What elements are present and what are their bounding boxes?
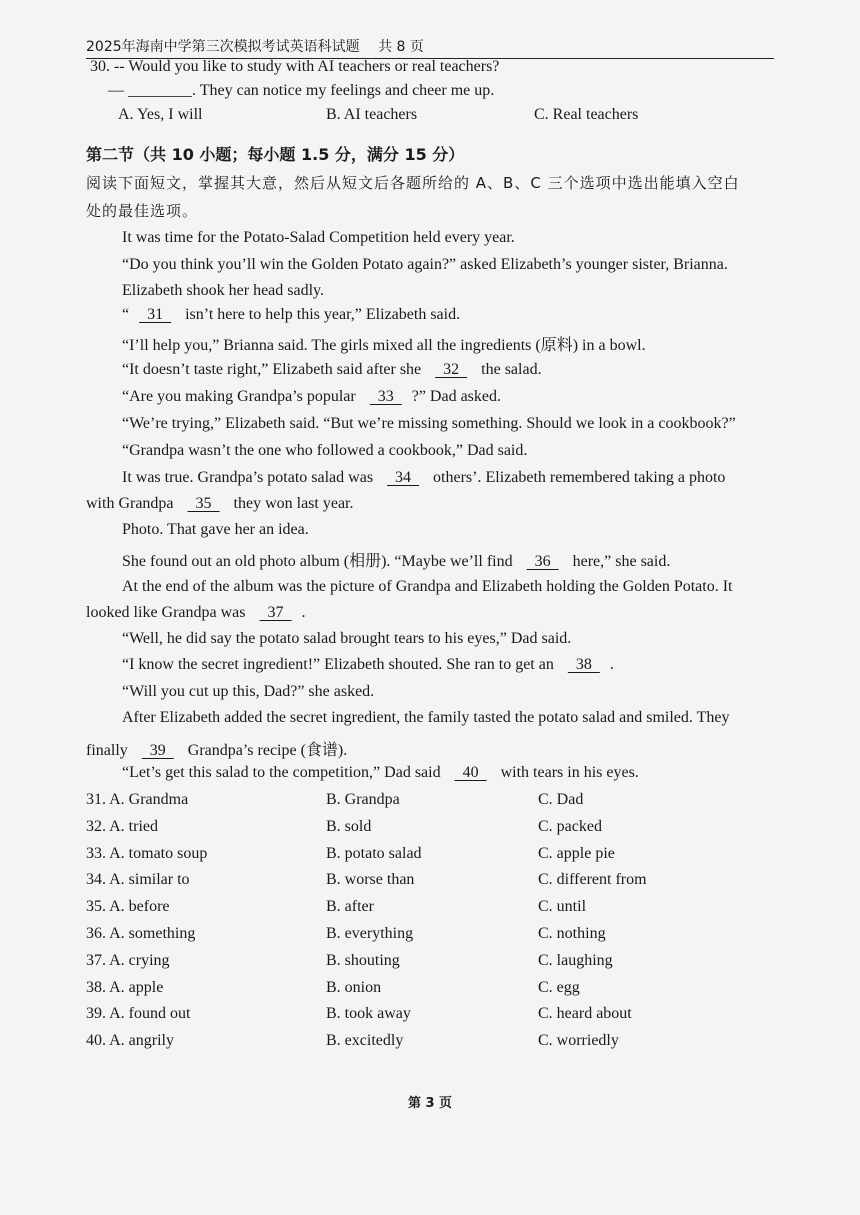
passage-line <box>122 282 324 300</box>
option-37-b: B. shouting <box>326 951 400 969</box>
passage-text: the salad. <box>477 361 542 378</box>
q30-option-c: C. Real teachers <box>534 106 639 123</box>
option-32-b: B. sold <box>326 817 372 835</box>
passage-text: “Are you making Grandpa’s popular <box>122 388 360 405</box>
passage-line <box>122 229 515 247</box>
passage-text: . <box>301 604 306 621</box>
blank-40: 40 <box>454 764 487 781</box>
option-31-b: B. Grandpa <box>326 791 400 808</box>
passage-line <box>122 388 501 406</box>
blank-37: 37 <box>259 604 292 621</box>
q30-option-a: A. Yes, I will <box>118 106 203 123</box>
passage-text: “It doesn’t taste right,” Elizabeth said after she <box>122 361 426 378</box>
exam-title: 2025年海南中学第三次模拟考试英语科试题 <box>86 39 360 55</box>
option-40-c: C. worriedly <box>538 1032 619 1050</box>
passage-text: isn’t here to help this year,” Elizabeth said. <box>181 306 461 323</box>
option-32-a: 32. A. tried <box>86 817 158 835</box>
option-36-c: C. nothing <box>538 925 606 942</box>
passage-text: She found out an old photo album (相册). “Maybe we’ll find <box>122 553 517 570</box>
passage-text: “Will you cut up this, Dad?” she asked. <box>122 683 375 700</box>
passage-text: finally <box>86 742 132 759</box>
passage-line <box>122 332 646 355</box>
instruction-line-2: 处的最佳选项。 <box>86 202 199 220</box>
passage-text: It was true. Grandpa’s potato salad was <box>122 469 378 486</box>
passage-text: Elizabeth shook her head sadly. <box>122 282 325 299</box>
page-header <box>86 36 774 59</box>
option-31-c: C. Dad <box>538 791 584 808</box>
option-32-c: C. packed <box>538 817 602 835</box>
option-36-a: 36. A. something <box>86 925 196 942</box>
passage-line <box>122 361 542 379</box>
option-37-c: C. laughing <box>538 951 613 969</box>
answer-text: . They can notice my feelings and cheer me up. <box>192 82 495 99</box>
option-39-c: C. heard about <box>538 1005 632 1023</box>
passage-line <box>86 495 354 513</box>
passage-text: with tears in his eyes. <box>496 764 639 781</box>
passage-line <box>122 256 728 274</box>
passage-text: “Grandpa wasn’t the one who followed a cookbook,” Dad said. <box>122 442 528 459</box>
passage-text: “I’ll help you,” Brianna said. The girls mixed all the ingredients (原料) in a bowl. <box>122 337 646 354</box>
passage-line <box>122 548 670 571</box>
question-30: 30. -- Would you like to study with AI teachers or real teachers? <box>90 58 500 75</box>
passage-text: “Well, he did say the potato salad brought tears to his eyes,” Dad said. <box>122 630 572 647</box>
passage-text: . <box>609 656 614 673</box>
page-count: 共 8 页 <box>378 39 424 55</box>
passage-line <box>122 521 309 539</box>
passage-text: “Do you think you’ll win the Golden Potato again?” asked Elizabeth’s younger sister, Brianna. <box>122 256 728 273</box>
option-40-b: B. excitedly <box>326 1032 404 1050</box>
option-33-c: C. apple pie <box>538 844 615 862</box>
passage-line <box>122 415 736 433</box>
option-37-a: 37. A. crying <box>86 951 170 969</box>
option-36-b: B. everything <box>326 925 414 942</box>
option-34-a: 34. A. similar to <box>86 871 190 889</box>
passage-line <box>122 683 374 701</box>
passage-text: others’. Elizabeth remembered taking a photo <box>429 469 726 486</box>
passage-line <box>122 578 733 596</box>
question-30-answer <box>108 82 494 100</box>
passage-line <box>122 656 614 674</box>
blank-38: 38 <box>567 656 600 673</box>
passage-line <box>86 737 347 760</box>
passage-line <box>122 630 571 648</box>
option-34-b: B. worse than <box>326 871 415 889</box>
option-31-a: 31. A. Grandma <box>86 791 189 808</box>
passage-text: After Elizabeth added the secret ingredient, the family tasted the potato salad and smiled. They <box>122 709 730 726</box>
passage-text: “ <box>122 306 130 323</box>
blank-35: 35 <box>187 495 220 512</box>
passage-line <box>122 306 460 324</box>
passage-line <box>122 764 639 782</box>
section-title: 第二节（共 10 小题；每小题 1.5 分，满分 15 分） <box>86 145 465 164</box>
answer-blank: ________ <box>128 82 192 99</box>
blank-31: 31 <box>139 306 172 323</box>
option-38-c: C. egg <box>538 978 580 996</box>
passage-line <box>86 604 306 622</box>
passage-text: with Grandpa <box>86 495 178 512</box>
option-35-c: C. until <box>538 898 587 916</box>
blank-32: 32 <box>435 361 468 378</box>
option-33-b: B. potato salad <box>326 844 422 862</box>
dash: — <box>108 82 124 99</box>
blank-36: 36 <box>526 553 559 570</box>
passage-text: At the end of the album was the picture of Grandpa and Elizabeth holding the Golden Potato. It <box>122 578 733 595</box>
option-35-b: B. after <box>326 898 374 916</box>
option-33-a: 33. A. tomato soup <box>86 844 208 862</box>
passage-line <box>122 709 730 727</box>
option-34-c: C. different from <box>538 871 647 889</box>
passage-text: looked like Grandpa was <box>86 604 250 621</box>
blank-34: 34 <box>387 469 420 486</box>
option-35-a: 35. A. before <box>86 898 170 916</box>
instruction-line-1: 阅读下面短文，掌握其大意，然后从短文后各题所给的 A、B、C 三个选项中选出能填入空白 <box>86 174 740 192</box>
passage-text: ?” Dad asked. <box>411 388 502 405</box>
option-39-a: 39. A. found out <box>86 1005 191 1023</box>
option-38-b: B. onion <box>326 978 382 996</box>
passage-text: Grandpa’s recipe (食谱). <box>183 742 348 759</box>
passage-line <box>122 442 527 460</box>
passage-text: “I know the secret ingredient!” Elizabeth shouted. She ran to get an <box>122 656 558 673</box>
blank-33: 33 <box>369 388 402 405</box>
passage-text: “Let’s get this salad to the competition,” Dad said <box>122 764 445 781</box>
passage-text: Photo. That gave her an idea. <box>122 521 309 538</box>
page-number: 第 3 页 <box>407 1096 453 1111</box>
passage-text: It was time for the Potato-Salad Competition held every year. <box>122 229 515 246</box>
passage-line <box>122 469 725 487</box>
option-39-b: B. took away <box>326 1005 411 1023</box>
option-40-a: 40. A. angrily <box>86 1032 174 1050</box>
passage-text: they won last year. <box>229 495 354 512</box>
passage-text: here,” she said. <box>568 553 671 570</box>
q30-option-b: B. AI teachers <box>326 106 418 123</box>
option-38-a: 38. A. apple <box>86 978 164 996</box>
blank-39: 39 <box>141 742 174 759</box>
passage-text: “We’re trying,” Elizabeth said. “But we’re missing something. Should we look in a cookbook?” <box>122 415 736 432</box>
